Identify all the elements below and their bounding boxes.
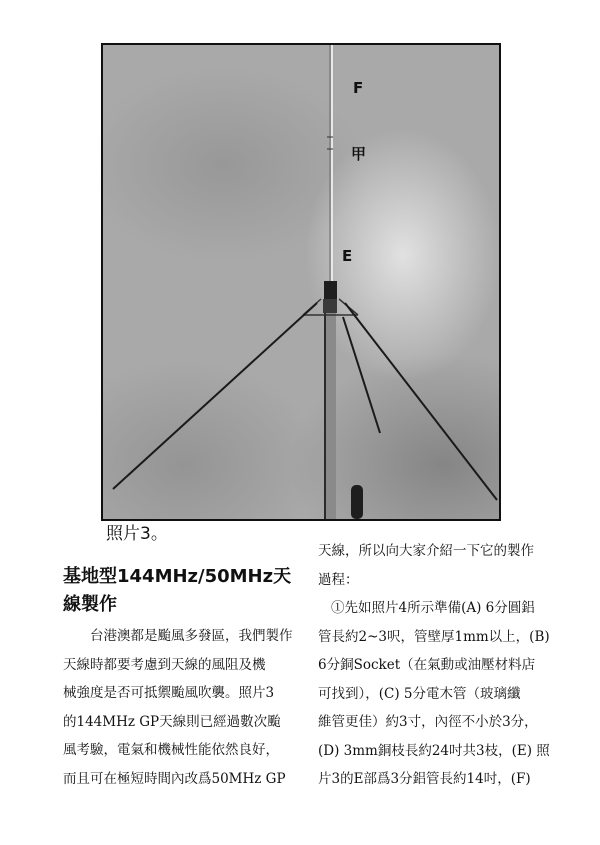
- paragraph-line: 風考驗，電氣和機械性能依然良好，: [63, 742, 279, 758]
- photo-caption: 照片3。: [106, 524, 168, 544]
- paragraph-line: 而且可在極短時間內改爲50MHz GP: [63, 770, 286, 787]
- left-column: [63, 622, 303, 793]
- antenna-illustration: [103, 45, 499, 519]
- paragraph-line: 可找到），(C) 5分電木管（玻璃纖: [318, 685, 521, 702]
- paragraph-line: (D) 3mm銅枝長約24吋共3枝，(E) 照: [318, 742, 550, 759]
- paragraph-line: 械強度是否可抵禦颱風吹襲。照片3: [63, 685, 275, 701]
- paragraph-line: 維管更佳）約3寸，內徑不小於3分，: [318, 714, 538, 730]
- label-f: F: [353, 79, 364, 97]
- label-e: E: [342, 247, 353, 265]
- paragraph-line: 天線時都要考慮到天線的風阻及機: [63, 656, 266, 673]
- label-jia: 甲: [351, 145, 367, 163]
- article-heading: [63, 563, 313, 619]
- paragraph-line: 台港澳都是颱風多發區，我們製作: [90, 628, 293, 644]
- right-column: [318, 537, 563, 794]
- heading-line: 基地型144MHz/50MHz天: [63, 566, 292, 587]
- heading-line: 線製作: [63, 594, 117, 615]
- paragraph-line: 6分銅Socket（在氣動或油壓材料店: [318, 657, 536, 673]
- paragraph-line: 過程：: [318, 571, 359, 588]
- paragraph-line: 管長約2~3呎，管壁厚1mm以上，(B): [318, 628, 550, 645]
- paragraph-line: 天線，所以向大家介紹一下它的製作: [318, 543, 534, 559]
- paragraph-line: ①先如照片4所示準備(A) 6分圓鋁: [331, 600, 535, 616]
- antenna-photo: [101, 43, 501, 521]
- paragraph-line: 片3的E部爲3分鋁管長約14吋，(F): [318, 771, 531, 787]
- paragraph-line: 的144MHz GP天線則已經過數次颱: [63, 713, 281, 730]
